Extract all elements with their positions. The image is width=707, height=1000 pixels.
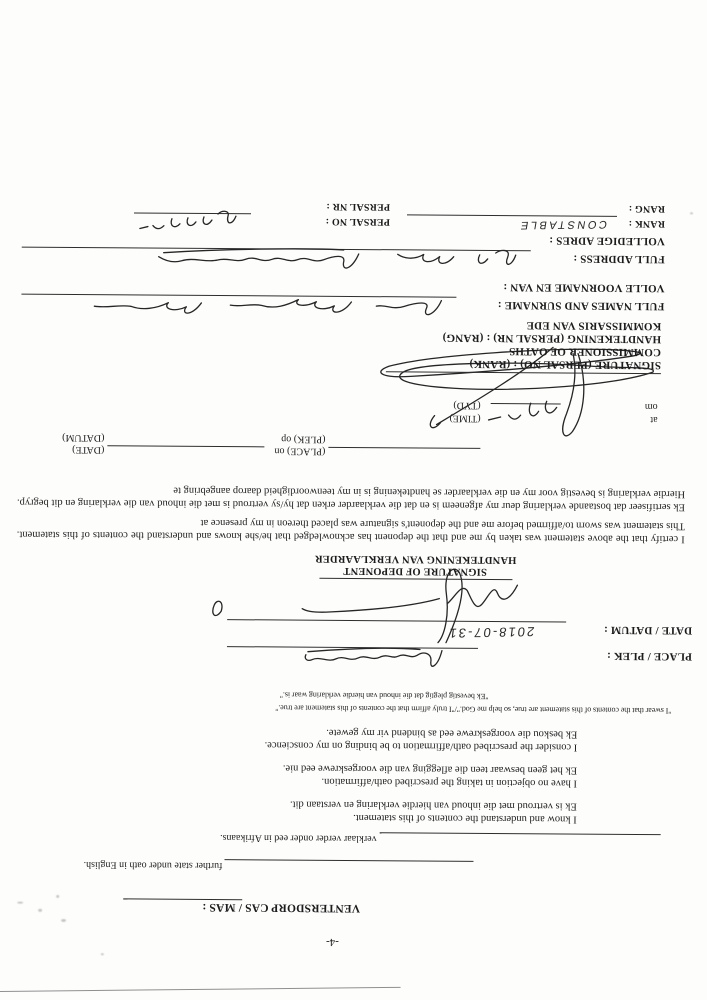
handwritten-address-scrawl: [144, 245, 524, 276]
scan-edge-artifact-line: [0, 987, 401, 992]
sworn-date-paren-label: (DATE): [72, 444, 105, 456]
oath-quote-afrikaans: "Ek bevestig plegtig dat die inhoud van hierdie verklaring waar is.": [279, 690, 489, 701]
volledige-adres-label: VOLLEDIGE ADRES :: [549, 234, 665, 248]
sworn-plek-paren-label: (PLEK) op: [281, 433, 326, 445]
rank-label: RANK :: [628, 217, 665, 230]
declaration-know-afrikaans: Ek is vertroud met die inhoud van hierdie verklaring en verstaan dit.: [289, 798, 577, 812]
place-label: PLACE / PLEK :: [606, 649, 692, 663]
persal-no-label: PERSAL NO :: [325, 215, 390, 228]
handwritten-persal-scrawl: [136, 208, 241, 231]
commissioner-signature-caption: SIGNATURE (PERSAL NO) : (RANK): [469, 357, 661, 372]
deponent-name-blank-line-afrikaans: [380, 832, 661, 835]
declaration-binding-afrikaans: Ek beskou die voorgeskrewe eed as bindend vir my gewete.: [326, 726, 578, 740]
deponent-signature-caption-english: SIGNATURE OF DEPONENT: [343, 564, 487, 577]
sworn-place-blank-line: [328, 447, 480, 449]
sworn-time-paren-label: (TIME): [449, 412, 481, 424]
declaration-binding-english: I consider the prescribed oath/affirmation to be binding on my conscience.: [264, 739, 578, 753]
persal-nr-label: PERSAL NR :: [326, 200, 391, 213]
volle-voorname-label: VOLLE VOORNAME EN VAN :: [503, 281, 665, 295]
scan-smudge: [56, 895, 59, 898]
certification-paragraph-english: I certify that the above statement was taken by me and that the deponent has acknowledged that he/she knows and understand the contents of this statement. This statement was sworn to/affirmed before me and the deponent's signature was placed thereon in my presence at: [16, 516, 685, 545]
full-names-label: FULL NAMES AND SURNAME :: [497, 299, 665, 313]
full-address-label: FULL ADDRESS :: [573, 252, 665, 266]
handwritten-date: 2018-07-31: [446, 624, 536, 641]
commissioner-signature-caption-afrikaans: HANDTEKENING (PERSAL NR) : (RANG): [442, 331, 662, 346]
sworn-at-label: at: [650, 414, 658, 426]
handwritten-full-names-scrawl: [76, 290, 446, 323]
scan-smudge: [38, 909, 42, 912]
commissioner-title-english: COMMISSIONER OF OATHS: [508, 345, 662, 359]
rang-label: RANG :: [628, 202, 666, 215]
deponent-name-blank-line-english: [224, 859, 473, 862]
sworn-om-label: om: [644, 401, 658, 413]
handwritten-rank: CONSTABLE: [517, 218, 609, 231]
sworn-date-blank-line: [107, 445, 264, 447]
rank-blank-line: [407, 214, 617, 216]
scan-smudge: [61, 919, 66, 922]
certification-paragraph-afrikaans: Ek sertifiseer dat bostaande verklaring deur my afgeneem is en dat die verklaarder erken dat hy/sy vertroud is met die inhoud van die verklaring en dit begryp. Hierdie verklaring is bevestig voor my en die verklaarder se handtekening is in my teenwoordigheid daarop aangebring te: [16, 484, 686, 513]
declaration-know-english: I know and understand the contents of this statement.: [353, 812, 577, 825]
sworn-place-paren-label: (PLACE) on: [274, 445, 326, 457]
sworn-datum-paren-label: (DATUM): [62, 431, 105, 444]
declaration-no-objection-afrikaans: Ek het geen beswaar teen die aflegging van die voorgeskrewe eed nie.: [282, 762, 578, 776]
oath-line-afrikaans: verklaar verder onder eed in Afrikaans.: [220, 832, 377, 845]
scan-smudge: [17, 902, 23, 904]
oath-quote-english: "I swear that the contents of this statement are true, so help me God."/"I truly affirm that the contents of this statement are true.": [275, 703, 672, 716]
scan-smudge: [101, 953, 104, 955]
declaration-no-objection-english: I have no objection in taking the prescribed oath/affirmation.: [321, 775, 578, 789]
case-number-label: VENTERSDORP CAS / MAS :: [202, 900, 361, 915]
oath-line-english: further state under oath in English.: [83, 859, 223, 872]
sworn-tyd-paren-label: (TYD): [453, 399, 481, 411]
deponent-signature-caption-afrikaans: HANDTEKENING VAN VERKLAARDER: [314, 552, 517, 566]
page-number: -4-: [326, 935, 339, 948]
date-label: DATE / DATUM :: [603, 623, 693, 637]
scan-smudge: [690, 212, 693, 214]
case-number-blank-line: [123, 898, 242, 900]
commissioner-title-afrikaans: KOMMISSARIS VAN EDE: [526, 319, 662, 333]
